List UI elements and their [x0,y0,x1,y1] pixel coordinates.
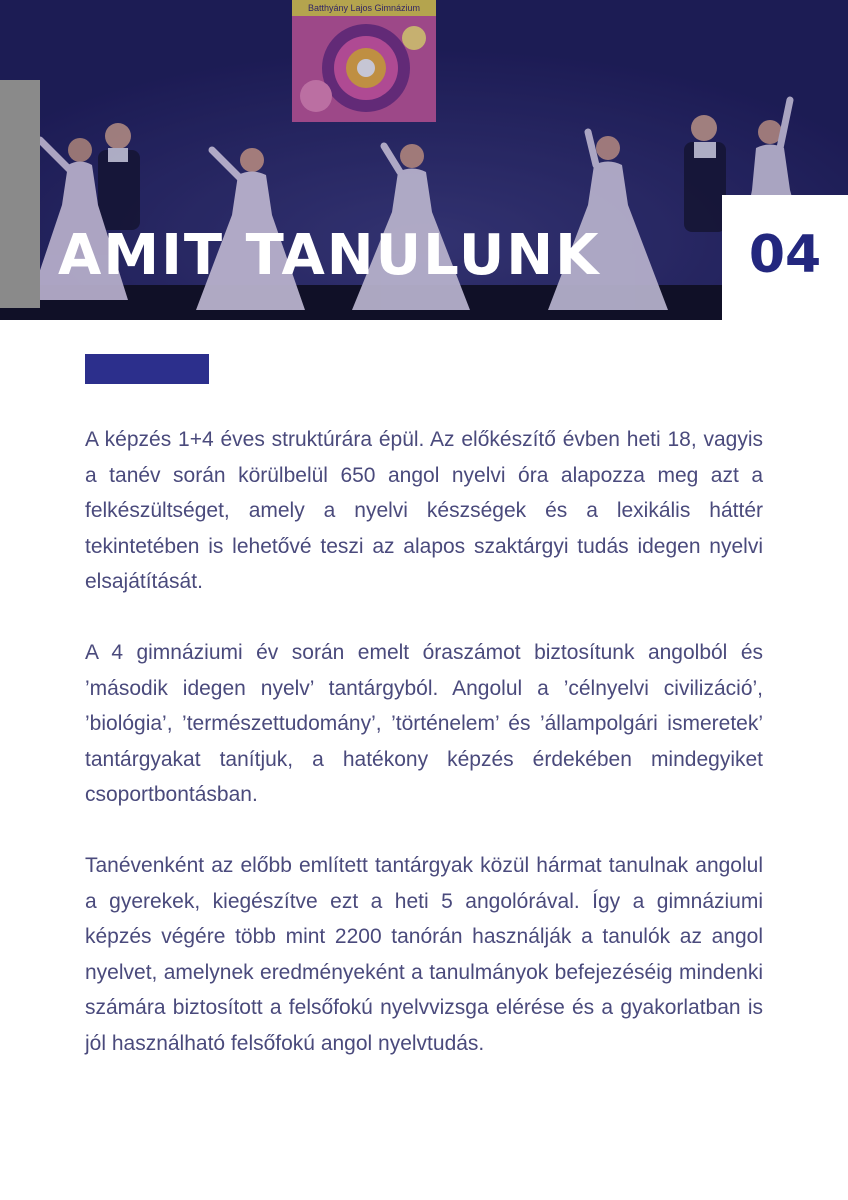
paragraph-1: A képzés 1+4 éves struktúrára épül. Az előkészítő évben heti 18, vagyis a tanév során körülbelül 650 angol nyelvi óra alapozza meg azt a felkészültséget, amely a nyelvi készségek és a lexikális háttér tekintetében is lehetővé teszi az alapos szaktárgyi tudás idegen nyelvi elsajátítását. [85,428,763,593]
paragraph-2: A 4 gimnáziumi év során emelt óraszámot biztosítunk angolból és ’második idegen nyelv’ tantárgyból. Angolul a ’célnyelvi civilizáció’, ’biológia’, ’természettudomány’, ’történelem’ és ’állampolgári ismeretek’ tantárgyakat tanítjuk, a hatékony képzés érdekében mindegyiket csoportbontásban. [85,641,763,806]
paragraph-3: Tanévenként az előbb említett tantárgyak közül hármat tanulnak angolul a gyerekek, kiegészítve ezt a heti 5 angolórával. Így a gimnáziumi képzés végére több mint 2200 tanórán használják a tanulók az angol nyelvet, amelynek eredményeként a tanulmányok befejezéséig mindenki számára biztosított a felsőfokú nyelvvizsga elérése és a gyakorlatban is jól használható felsőfokú angol nyelvtudás. [85,854,763,1055]
hero-banner [0,0,848,320]
grey-accent-bar [0,80,40,308]
section-number: 04 [748,225,822,285]
page-title: AMIT TANULUNK [58,223,601,288]
section-number-box [722,195,848,320]
body-text [85,422,763,1061]
accent-bar [85,354,209,384]
poster-text: Batthyány Lajos Gimnázium [307,3,421,13]
